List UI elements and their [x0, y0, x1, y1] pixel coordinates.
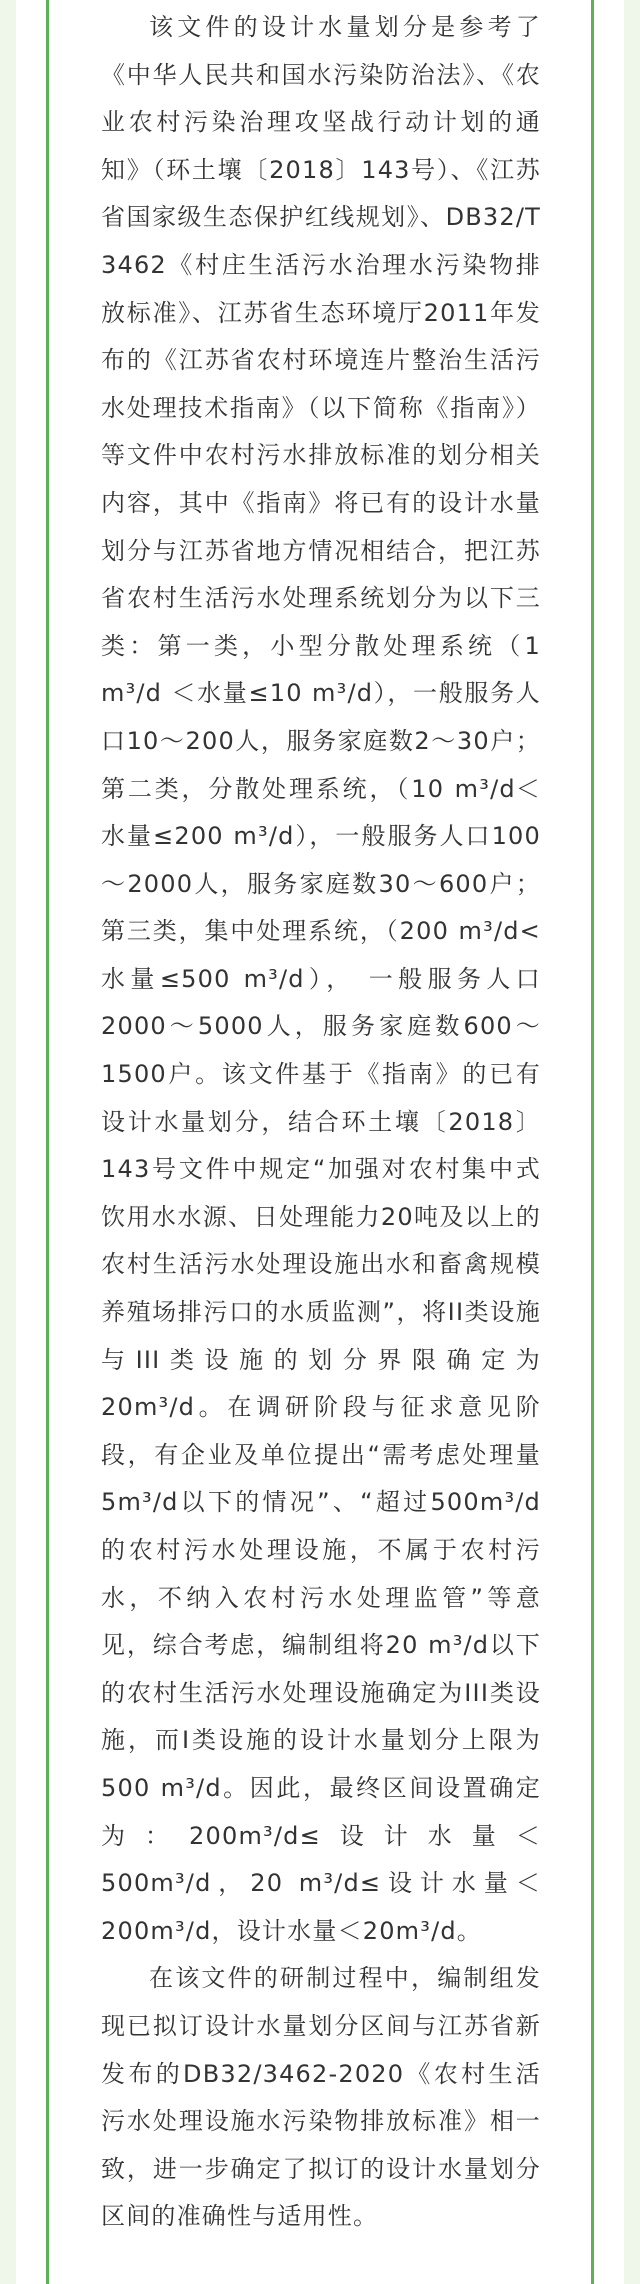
- right-frame-band: [594, 0, 624, 2284]
- article-paragraph-1: 该文件的设计水量划分是参考了《中华人民共和国水污染防治法》、《农业农村污染治理攻坚战行动计划的通知》（环土壤〔2018〕143号）、《江苏省国家级生态保护红线规划》、DB32/T 3462《村庄生活污水治理水污染物排放标准》、江苏省生态环境厅2011年发布的《江苏省农村环境连片整治生活污水处理技术指南》（以下简称《指南》）等文件中农村污水排放标准的划分相关内容，其中《指南》将已有的设计水量划分与江苏省地方情况相结合，把江苏省农村生活污水处理系统划分为以下三类：第一类，小型分散处理系统（1 m³/d ＜水量≤10 m³/d），一般服务人口10～200人，服务家庭数2～30户；第二类，分散处理系统，（10 m³/d＜水量≤200 m³/d），一般服务人口100～2000人，服务家庭数30～600户；第三类，集中处理系统，（200 m³/d<水量≤500 m³/d）， 一般服务人口2000～5000人，服务家庭数600～1500户。该文件基于《指南》的已有设计水量划分，结合环土壤〔2018〕143号文件中规定“加强对农村集中式饮用水水源、日处理能力20吨及以上的农村生活污水处理设施出水和畜禽规模养殖场排污口的水质监测”，将II类设施与III类设施的划分界限确定为20m³/d。在调研阶段与征求意见阶段，有企业及单位提出“需考虑处理量5m³/d以下的情况”、“超过500m³/d的农村污水处理设施，不属于农村污水，不纳入农村污水处理监管”等意见，综合考虑，编制组将20 m³/d以下的农村生活污水处理设施确定为III类设施，而I类设施的设计水量划分上限为500 m³/d。因此，最终区间设置确定为：200m³/d≤设计水量＜500m³/d，20 m³/d≤设计水量＜200m³/d，设计水量＜20m³/d。: [101, 13, 541, 1945]
- article-paragraph-2: 在该文件的研制过程中，编制组发现已拟订设计水量划分区间与江苏省新发布的DB32/3462-2020《农村生活污水处理设施水污染物排放标准》相一致，进一步确定了拟订的设计水量划分区间的准确性与适用性。: [101, 1964, 541, 2231]
- page-margin-left: [0, 0, 16, 2284]
- article-body: [101, 4, 541, 2241]
- left-frame-band: [16, 0, 48, 2284]
- page-margin-right: [624, 0, 640, 2284]
